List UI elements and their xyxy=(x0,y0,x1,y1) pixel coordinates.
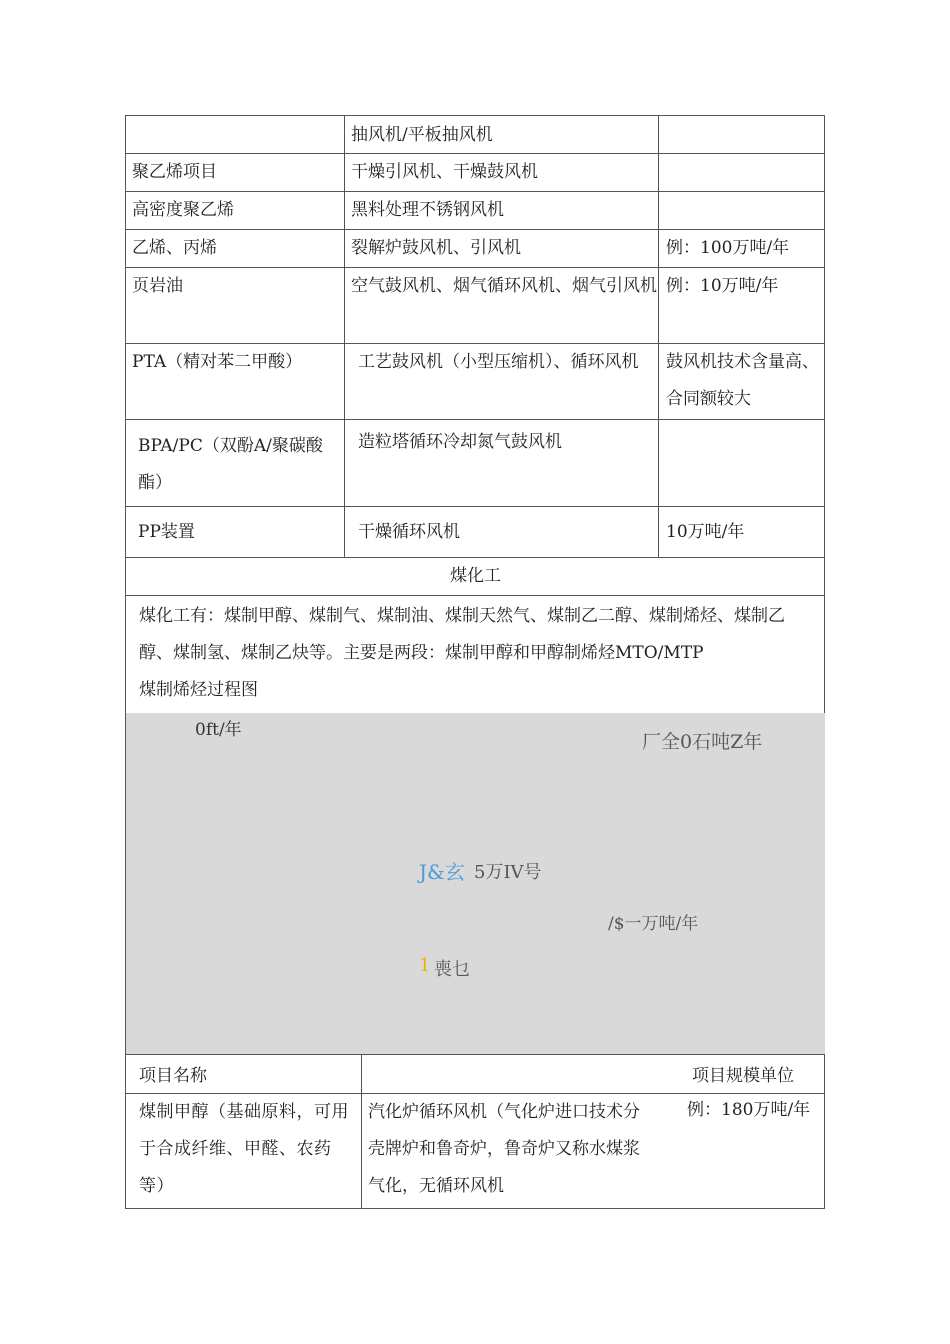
row-scale: 鼓风机技术含量高、合同额较大 xyxy=(666,352,819,409)
row-scale: 例：10万吨/年 xyxy=(666,276,779,296)
row-equipment: 汽化炉循环风机（气化炉进口技术分壳牌炉和鲁奇炉，鲁奇炉又称水煤浆气化，无循环风机 xyxy=(368,1102,640,1196)
coal-paragraph xyxy=(126,596,824,709)
table-row xyxy=(125,558,825,596)
row-category xyxy=(126,116,345,153)
table-row xyxy=(125,154,825,192)
row-equipment: 干燥引风机、干燥鼓风机 xyxy=(345,154,659,191)
row-scale xyxy=(659,154,825,191)
table-row xyxy=(125,1055,825,1094)
table-row xyxy=(125,420,825,507)
row-category: PP装置 xyxy=(126,507,345,557)
row-equipment: 工艺鼓风机（小型压缩机）、循环风机 xyxy=(345,344,659,419)
row-category: PTA（精对苯二甲酸） xyxy=(126,344,345,419)
row-equipment: 造粒塔循环冷却氮气鼓风机 xyxy=(345,420,659,506)
diagram-label-mid-right: /$一万吨/年 xyxy=(608,914,699,934)
table-row xyxy=(125,115,825,154)
table-row xyxy=(125,344,825,420)
row-scale: 例：100万吨/年 xyxy=(666,238,790,258)
table-row xyxy=(125,1094,825,1209)
row-category: 页岩油 xyxy=(126,268,345,343)
table-row xyxy=(125,230,825,268)
table-row xyxy=(125,507,825,558)
row-equipment: 黑料处理不锈钢风机 xyxy=(345,192,659,229)
diagram-label-top-left: 0ft/年 xyxy=(195,720,242,740)
row-equipment: 抽风机/平板抽风机 xyxy=(345,116,659,153)
row-scale: 10万吨/年 xyxy=(666,522,745,542)
diagram-label-center-b: 5万IV号 xyxy=(474,862,542,883)
row-scale: 例：180万吨/年 xyxy=(687,1100,811,1120)
diagram-caption: 煤制烯烃过程图 xyxy=(139,680,258,700)
row-category: 高密度聚乙烯 xyxy=(126,192,345,229)
row-equipment: 干燥循环风机 xyxy=(345,507,659,557)
row-scale xyxy=(659,420,825,506)
row-category: 煤制甲醇（基础原料，可用于合成纤维、甲醛、农药等） xyxy=(126,1094,362,1208)
row-category: BPA/PC（双酚A/聚碳酸酯） xyxy=(126,420,345,506)
row-scale xyxy=(659,116,825,153)
row-scale xyxy=(659,192,825,229)
row-equipment: 裂解炉鼓风机、引风机 xyxy=(345,230,659,267)
process-diagram xyxy=(126,713,825,1054)
coal-paragraph-text: 煤化工有：煤制甲醇、煤制气、煤制油、煤制天然气、煤制乙二醇、煤制烯烃、煤制乙醇、煤制氢、煤制乙炔等。主要是两段：煤制甲醇和甲醇制烯烃MTO/MTP xyxy=(139,606,785,663)
table-row xyxy=(125,596,825,1055)
diagram-label-center-a: J&玄 xyxy=(419,860,465,884)
table-row xyxy=(125,268,825,344)
diagram-label-bottom-b: 喪乜 xyxy=(434,959,470,980)
header-project-scale: 项目规模单位 xyxy=(692,1066,794,1086)
row-category: 乙烯、丙烯 xyxy=(126,230,345,267)
header-project-name: 项目名称 xyxy=(126,1055,362,1093)
diagram-label-bottom-a: 1 xyxy=(419,955,431,976)
row-equipment: 空气鼓风机、烟气循环风机、烟气引风机 xyxy=(345,268,659,343)
section-title: 煤化工 xyxy=(450,566,501,586)
diagram-label-top-right: 厂全0石吨Z年 xyxy=(642,731,763,753)
row-category: 聚乙烯项目 xyxy=(126,154,345,191)
table-row xyxy=(125,192,825,230)
